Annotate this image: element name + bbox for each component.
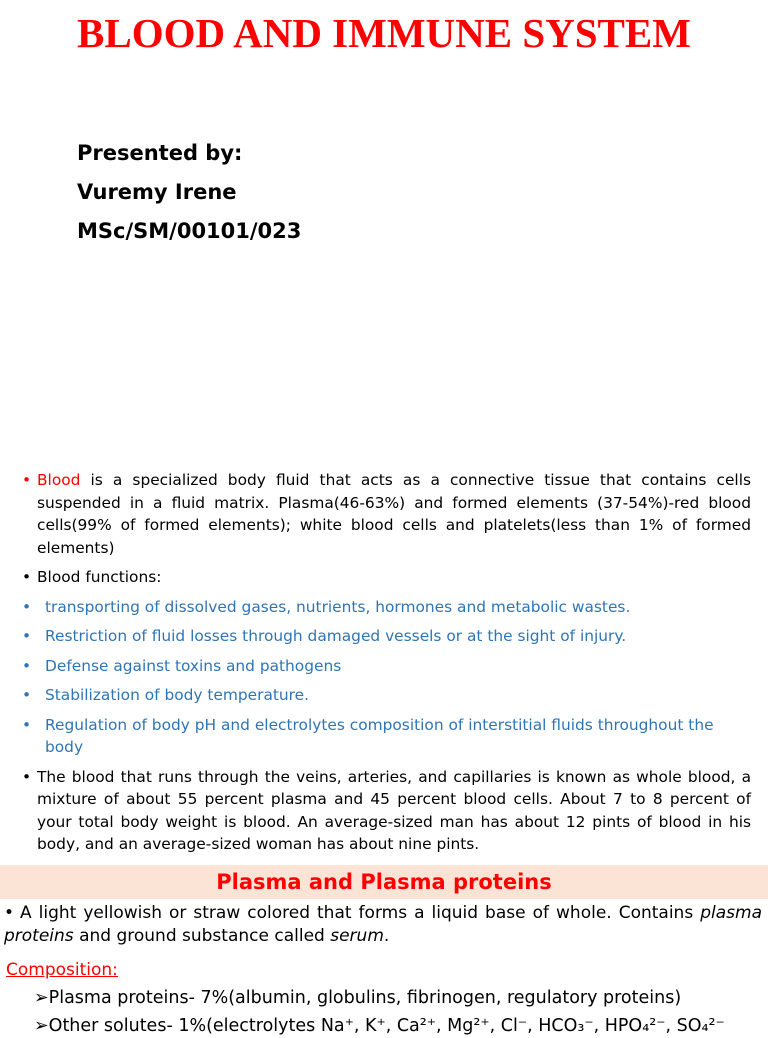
section-heading-plasma: Plasma and Plasma proteins — [0, 865, 768, 899]
bullet-dot: • — [22, 767, 32, 786]
functions-list — [22, 596, 751, 759]
bullet-dot: • — [22, 471, 32, 489]
blood-definition — [22, 469, 751, 559]
plasma-text: A light yellowish or straw colored that forms a liquid base of whole. Contains — [20, 903, 701, 923]
bullet-dot: • — [22, 715, 32, 734]
functions-heading — [22, 566, 751, 589]
whole-blood-text: The blood that runs through the veins, arteries, and capillaries is known as whole blood, a mixture of about 55 percent plasma and 45 percent blood cells. About 7 to 8 percent of your total body weight is blood. An average-sized man has about 12 pints of blood in his body, and an average-sized woman has about nine pints. — [37, 767, 751, 853]
bullet-dot: • — [22, 656, 32, 675]
function-item — [22, 684, 751, 707]
presenter-id: MSc/SM/00101/023 — [77, 219, 302, 243]
functions-heading-text: Blood functions: — [37, 568, 162, 586]
bullet-dot: • — [22, 686, 32, 704]
function-item — [22, 596, 751, 619]
function-text: Regulation of body pH and electrolytes composition of interstitial fluids throughout the body — [45, 715, 714, 756]
composition-item: ➢Plasma proteins- 7%(albumin, globulins, fibrinogen, regulatory proteins) — [34, 988, 682, 1008]
page-title: BLOOD AND IMMUNE SYSTEM — [77, 10, 691, 56]
bullet-dot: • — [22, 627, 32, 645]
bullet-dot: • — [4, 903, 15, 923]
function-text: Defense against toxins and pathogens — [45, 656, 342, 675]
presenter-name: Vuremy Irene — [77, 180, 237, 204]
function-text: Restriction of fluid losses through damaged vessels or at the sight of injury. — [45, 627, 627, 645]
plasma-description — [4, 902, 762, 948]
function-item — [22, 655, 751, 678]
plasma-proteins-term: plasma proteins — [4, 903, 762, 946]
blood-definition-text: is a specialized body fluid that acts as a connective tissue that contains cells suspended in a fluid matrix. Plasma(46-63%) and formed elements (37-54%)-red blood cells(99% of formed elements); white blood cells and platelets(less than 1% of formed elements) — [37, 471, 751, 557]
plasma-text: and ground substance called — [73, 926, 331, 946]
blood-overview — [22, 469, 751, 863]
blood-term: Blood — [37, 471, 81, 489]
function-text: Stabilization of body temperature. — [45, 686, 310, 704]
serum-term: serum — [330, 926, 384, 946]
composition-item: ➢Other solutes- 1%(electrolytes Na⁺, K⁺, Ca²⁺, Mg²⁺, Cl⁻, HCO₃⁻, HPO₄²⁻, SO₄²⁻ — [34, 1016, 725, 1036]
function-text: transporting of dissolved gases, nutrients, hormones and metabolic wastes. — [45, 597, 631, 616]
function-item — [22, 714, 751, 759]
bullet-dot: • — [22, 568, 32, 586]
whole-blood-paragraph — [22, 766, 751, 856]
bullet-dot: • — [22, 597, 32, 616]
presenter-label: Presented by: — [77, 141, 243, 165]
presenter-block — [77, 134, 301, 251]
plasma-text: . — [383, 926, 390, 946]
function-item — [22, 625, 751, 648]
composition-label: Composition: — [6, 960, 118, 980]
